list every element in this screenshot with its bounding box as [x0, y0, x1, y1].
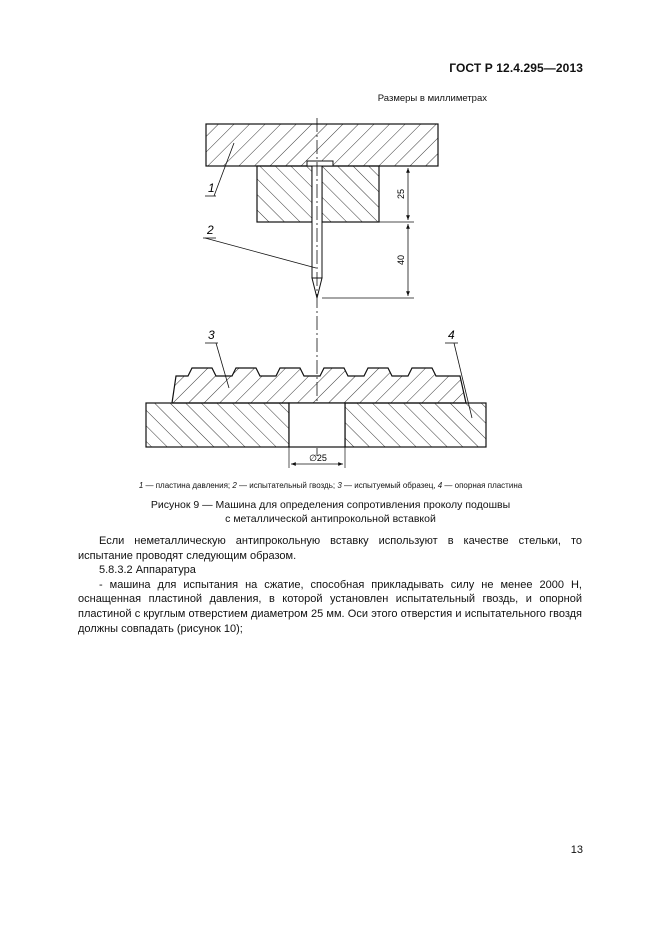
legend-text-1: — пластина давления;: [143, 481, 233, 490]
leader-2: [205, 238, 316, 268]
document-code: ГОСТ Р 12.4.295—2013: [449, 61, 583, 75]
nail-holder-left: [257, 166, 312, 222]
paragraph-1: Если неметаллическую антипрокольную вставку используют в качестве стельки, то испытание проводят следующим образом.: [78, 535, 582, 562]
legend-text-3: — испытуемый образец,: [341, 481, 438, 490]
support-plate-left: [146, 403, 289, 447]
legend-num-1: 1: [138, 481, 144, 490]
pressure-plate: [206, 124, 438, 166]
legend-num-2: 2: [232, 481, 237, 490]
label-1: 1: [208, 181, 215, 195]
paragraph-2-heading: 5.8.3.2 Аппаратура: [99, 564, 196, 577]
figure-caption: [0, 498, 661, 526]
legend-text-2: — испытательный гвоздь;: [236, 481, 338, 490]
dim-label-hole: ∅25: [309, 453, 327, 463]
dim-label-nail: 40: [396, 254, 406, 266]
page-number: 13: [570, 844, 583, 856]
legend-num-3: 3: [337, 481, 342, 490]
figure-legend: [0, 481, 661, 490]
paragraph-3: - машина для испытания на сжатие, способная прикладывать силу не менее 2000 Н, оснащенная пластиной давления, в которой установлен испытательный гвоздь, и опорной пластиной с круглым отверстием диаметром 25 мм. Оси этого отверстия и испытательного гвоздя должны совпадать (рисунок 10);: [78, 578, 582, 635]
label-3: 3: [208, 328, 215, 342]
legend-num-4: 4: [437, 481, 443, 490]
legend-text-4: — опорная пластина: [442, 481, 523, 490]
dimensions-note: Размеры в миллиметрах: [377, 93, 487, 104]
caption-line-2: с металлической антипрокольной вставкой: [225, 513, 436, 525]
dim-label-block: 25: [396, 188, 406, 200]
nail-holder-right: [322, 166, 379, 222]
label-4: 4: [448, 328, 455, 342]
nail-head: [307, 161, 333, 166]
caption-line-1: Рисунок 9 — Машина для определения сопротивления проколу подошвы: [150, 499, 511, 511]
body-text: [78, 534, 582, 636]
support-plate-hole: [289, 403, 345, 447]
specimen: [172, 368, 466, 403]
support-plate-right: [345, 403, 486, 447]
label-2: 2: [207, 223, 214, 237]
